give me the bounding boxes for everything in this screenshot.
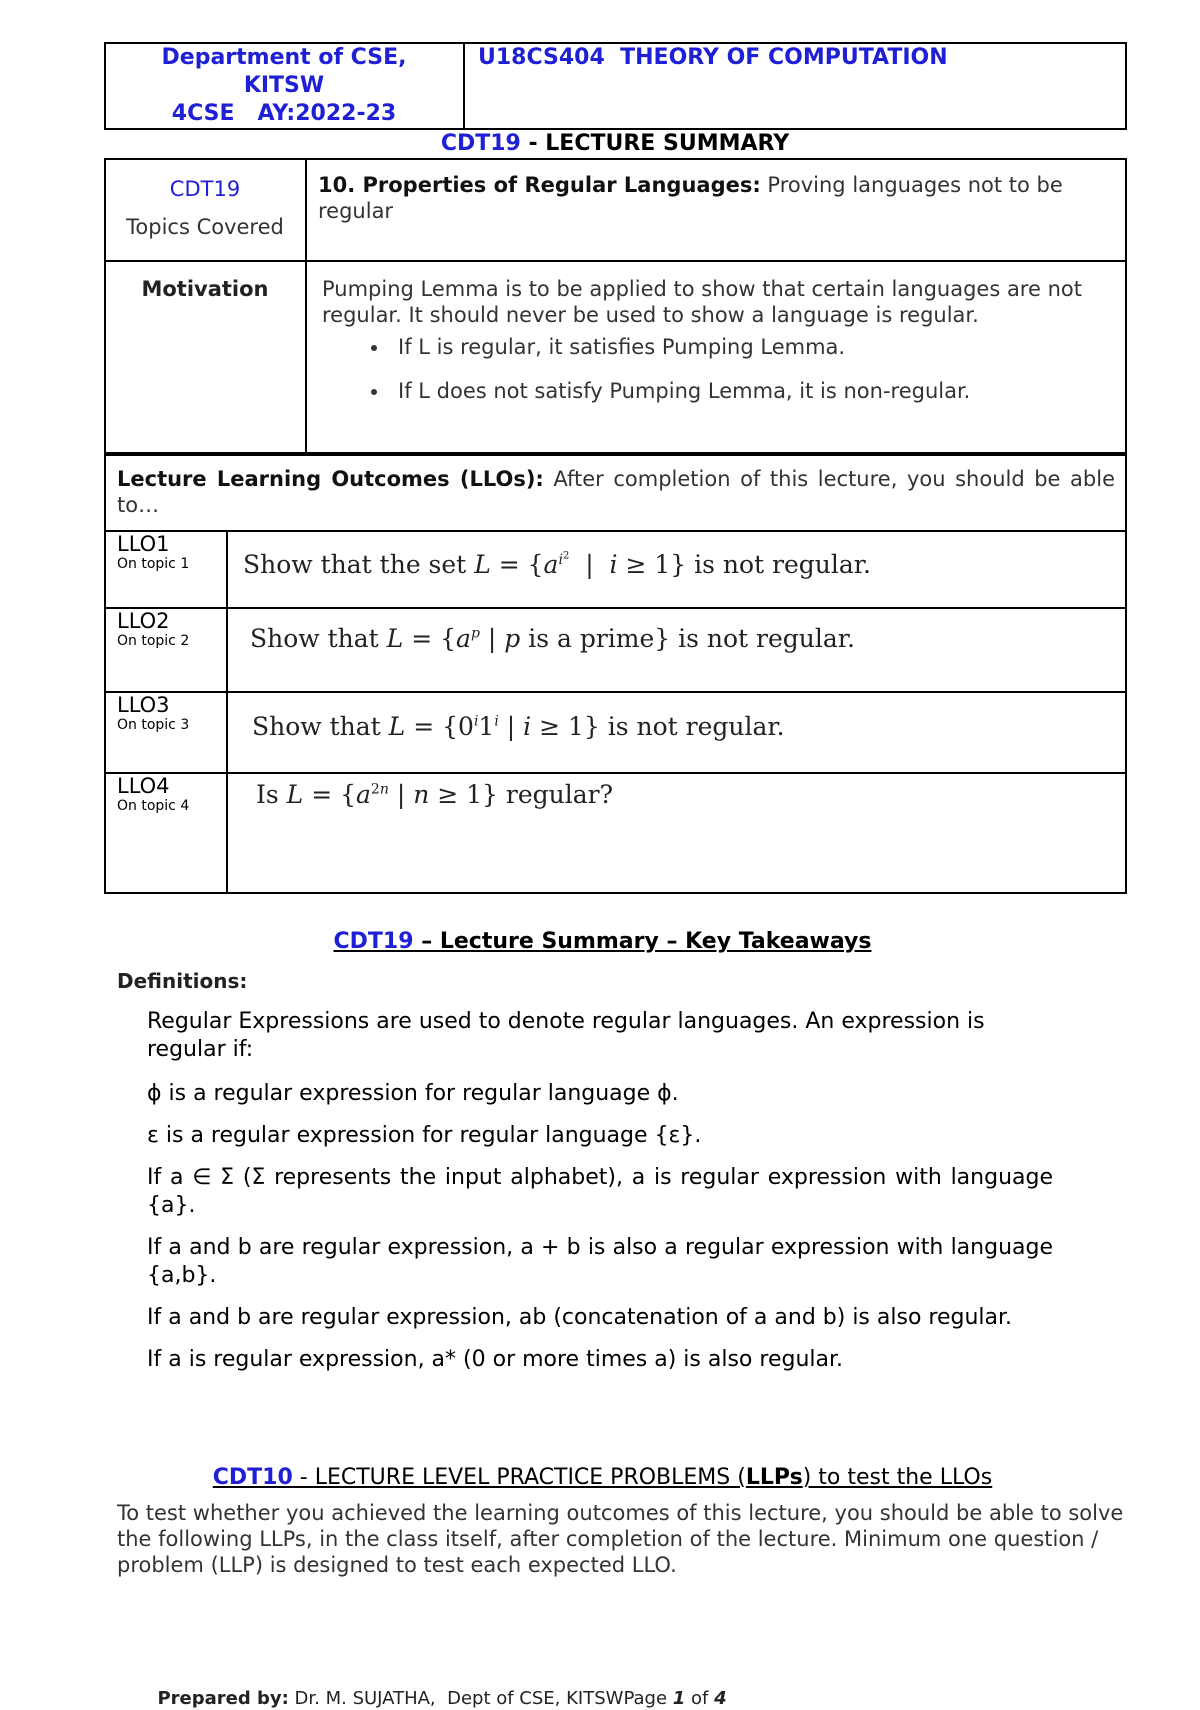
takeaways-title-text: – Lecture Summary – Key Takeaways	[413, 929, 872, 954]
practice-title-a: - LECTURE LEVEL PRACTICE PROBLEMS (	[292, 1465, 746, 1490]
llo-topic: On topic 4	[117, 798, 190, 814]
footer-of: of	[685, 1688, 715, 1709]
topics-text: Proving languages not to be regular	[318, 173, 1063, 223]
footer	[146, 1666, 727, 1710]
motivation-bullet: • If L is regular, it satisfies Pumping Lemma.	[390, 334, 1122, 360]
llo-topic: On topic 1	[117, 556, 190, 572]
practice-title	[0, 1464, 1200, 1492]
definitions-list	[147, 1008, 1053, 1374]
motivation-bullets	[322, 334, 1122, 404]
definition-item: ϕ is a regular expression for regular language ϕ.	[147, 1081, 679, 1106]
llo-row-divider	[104, 772, 1127, 774]
llo-id: LLO1	[117, 532, 170, 556]
department-block	[106, 44, 462, 128]
footer-page-number: 1	[672, 1688, 686, 1709]
topics-label-cell	[106, 170, 304, 246]
llo-col-divider	[226, 530, 228, 894]
definitions-label: Definitions:	[117, 969, 248, 993]
llo-table	[104, 454, 1127, 894]
takeaways-title	[0, 928, 1200, 956]
definition-item: If a ∈ Σ (Σ represents the input alphabet), a is regular expression with language {a}.	[147, 1165, 1053, 1218]
topics-content	[318, 172, 1118, 224]
llo-label	[117, 532, 189, 573]
class-year: 4CSE AY:2022-23	[171, 101, 397, 126]
footer-prefix: Prepared by:	[157, 1688, 289, 1709]
llo-topic: On topic 2	[117, 633, 190, 649]
topics-col-divider	[305, 158, 307, 454]
summary-title	[0, 130, 1200, 158]
footer-author: Dr. M. SUJATHA, Dept of CSE, KITSW	[288, 1688, 624, 1709]
topics-code: CDT19	[169, 177, 241, 201]
llo-row-divider	[104, 607, 1127, 609]
course-title: U18CS404 THEORY OF COMPUTATION	[478, 45, 948, 70]
practice-code: CDT10	[212, 1465, 293, 1490]
summary-code: CDT19	[440, 131, 521, 156]
department-name: Department of CSE,	[161, 45, 407, 70]
institute-name: KITSW	[243, 73, 325, 98]
motivation-text: Pumping Lemma is to be applied to show that certain languages are not regular. It should never be used to show a language is regular.	[322, 277, 1082, 327]
practice-title-llps: LLPs	[745, 1465, 803, 1490]
topics-heading: 10. Properties of Regular Languages:	[318, 173, 761, 197]
topics-row-divider	[104, 260, 1127, 262]
llo-intro	[117, 466, 1115, 518]
definition-item: ε is a regular expression for regular language {ε}.	[147, 1123, 702, 1148]
practice-paragraph: To test whether you achieved the learning outcomes of this lecture, you should be able to solve the following LLPs, in the class itself, after completion of the lecture. Minimum one question / problem (LLP) is designed to test each expected LLO.	[117, 1501, 1124, 1577]
llo-id: LLO2	[117, 609, 170, 633]
llo-statement: Show that the set $L = \{a^{i^2}$ | i ≥ 1} is not regular.	[243, 550, 871, 579]
definition-item: If a and b are regular expression, ab (concatenation of a and b) is also regular.	[147, 1305, 1013, 1330]
definition-item: If a is regular expression, a* (0 or more times a) is also regular.	[147, 1347, 843, 1372]
takeaways-code: CDT19	[333, 929, 414, 954]
llo-row-divider	[104, 530, 1127, 532]
definition-item: If a and b are regular expression, a + b is also a regular expression with language {a,b}.	[147, 1235, 1053, 1288]
llo-id: LLO3	[117, 693, 170, 717]
llo-topic: On topic 3	[117, 717, 190, 733]
definition-item: Regular Expressions are used to denote regular languages. An expression is regular if:	[147, 1009, 985, 1062]
header-divider	[463, 42, 465, 130]
llo-statement: Is $L = \{a^{2n}$ | n ≥ 1} regular?	[256, 780, 614, 809]
motivation-label: Motivation	[141, 277, 269, 301]
motivation-bullet: • If L does not satisfy Pumping Lemma, it is non-regular.	[390, 378, 1122, 404]
llo-statement: Show that $L = \{0^i1^i$ | i ≥ 1} is not regular.	[252, 712, 785, 741]
llo-id: LLO4	[117, 774, 170, 798]
summary-title-text: - LECTURE SUMMARY	[520, 131, 790, 156]
footer-page-label: Page	[623, 1688, 673, 1709]
footer-page-total: 4	[714, 1688, 727, 1709]
llo-row-divider	[104, 691, 1127, 693]
llo-intro-heading: Lecture Learning Outcomes (LLOs):	[117, 467, 544, 491]
practice-title-c: ) to test the LLOs	[802, 1465, 993, 1490]
llo-intro-text: After completion of this lecture, you should be able to…	[117, 467, 1115, 517]
llo-statement: Show that $L = \{a^p$ | p is a prime} is not regular.	[250, 624, 855, 653]
motivation-content	[322, 276, 1122, 404]
topics-covered-label: Topics Covered	[126, 215, 284, 239]
llo-label	[117, 774, 189, 815]
llo-label	[117, 693, 189, 734]
llo-label	[117, 609, 189, 650]
